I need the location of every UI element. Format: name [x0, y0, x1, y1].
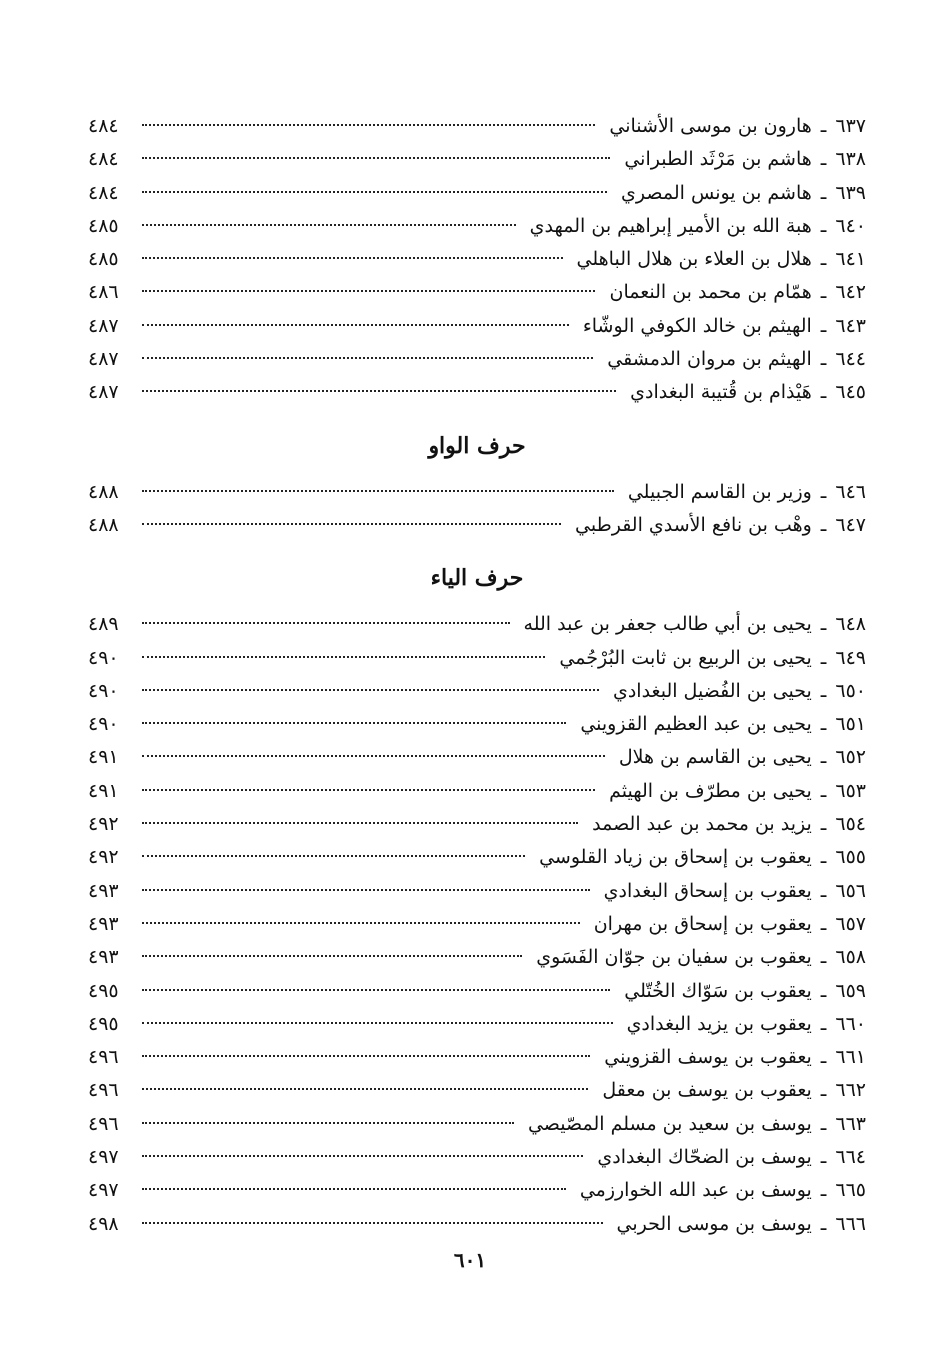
- entry-name: وزير بن القاسم الجبيلي: [627, 480, 812, 503]
- dot-leader: [142, 1155, 583, 1157]
- dot-leader: [142, 191, 607, 193]
- entry-dash: ـ: [820, 248, 827, 271]
- dot-leader: [142, 656, 545, 658]
- index-entry: [88, 875, 866, 908]
- entry-dash: ـ: [820, 879, 827, 902]
- entry-name: الهيثم بن خالد الكوفي الوشّاء: [582, 314, 812, 337]
- entry-dash: ـ: [820, 381, 827, 404]
- dot-leader: [142, 1088, 588, 1090]
- entry-dash: ـ: [820, 713, 827, 736]
- entry-dash: ـ: [820, 746, 827, 769]
- section-ya: [88, 554, 866, 1241]
- entry-page: ٤٩٧: [88, 1179, 119, 1202]
- entry-name: يعقوب بن يوسف القزويني: [604, 1046, 812, 1069]
- entry-number: ٦٥٠: [835, 679, 866, 702]
- entry-name: يعقوب بن يزيد البغدادي: [626, 1012, 812, 1035]
- entry-page: ٤٩٣: [88, 946, 119, 969]
- index-entry: [88, 941, 866, 974]
- dot-leader: [142, 1055, 590, 1057]
- entry-number: ٦٤١: [835, 248, 866, 271]
- entry-number: ٦٦١: [835, 1046, 866, 1069]
- index-entry: [88, 841, 866, 874]
- entry-number: ٦٤٩: [835, 646, 866, 669]
- entry-dash: ـ: [820, 613, 827, 636]
- index-entry: [88, 1074, 866, 1107]
- entry-page: ٤٩٦: [88, 1112, 119, 1135]
- entry-name: هارون بن موسى الأشناني: [609, 115, 812, 137]
- entry-dash: ـ: [820, 1112, 827, 1135]
- entry-name: يعقوب بن إسحاق بن مهران: [593, 912, 812, 935]
- entry-name: يعقوب بن سَوّاك الخُتّلي: [624, 979, 812, 1002]
- entry-page: ٤٩٦: [88, 1046, 119, 1069]
- entry-name: يوسف بن سعيد بن مسلم المصّيصي: [527, 1112, 812, 1135]
- entry-page: ٤٩٧: [88, 1146, 119, 1169]
- section-heading: حرف الياء: [430, 565, 524, 592]
- entry-dash: ـ: [820, 1212, 827, 1235]
- entry-dash: ـ: [820, 281, 827, 304]
- entry-number: ٦٦٢: [835, 1079, 866, 1102]
- entry-name: هلال بن العلاء بن هلال الباهلي: [576, 248, 812, 271]
- entry-name: يزيد بن محمد بن عبد الصمد: [592, 813, 812, 836]
- entry-page: ٤٨٨: [88, 480, 119, 503]
- entry-name: الهيثم بن مروان الدمشقي: [607, 348, 812, 371]
- entry-number: ٦٥٩: [835, 979, 866, 1002]
- dot-leader: [142, 755, 605, 757]
- entry-number: ٦٦٤: [835, 1146, 866, 1169]
- dot-leader: [142, 390, 616, 392]
- entry-dash: ـ: [820, 779, 827, 802]
- dot-leader: [142, 490, 614, 492]
- dot-leader: [142, 1122, 514, 1124]
- dot-leader: [142, 1222, 603, 1224]
- index-entry: [88, 675, 866, 708]
- entry-page: ٤٨٤: [88, 115, 119, 137]
- entry-page: ٤٩٠: [88, 713, 119, 736]
- entry-dash: ـ: [820, 314, 827, 337]
- entry-number: ٦٦٠: [835, 1012, 866, 1035]
- index-entry: [88, 808, 866, 841]
- dot-leader: [142, 689, 599, 691]
- index-entry: [88, 741, 866, 774]
- index-entry: [88, 310, 866, 343]
- entry-name: يحيى بن القاسم بن هلال: [618, 746, 812, 769]
- entry-page: ٤٨٧: [88, 348, 119, 371]
- entry-number: ٦٣٩: [835, 181, 866, 204]
- entry-name: يوسف بن الضحّاك البغدادي: [597, 1146, 812, 1169]
- entry-number: ٦٤٠: [835, 214, 866, 237]
- entry-name: وهْب بن نافع الأسدي القرطبي: [575, 513, 812, 536]
- entry-number: ٦٦٥: [835, 1179, 866, 1202]
- entry-dash: ـ: [820, 813, 827, 836]
- entry-name: يعقوب بن سفيان بن جوّان الفَسَوي: [536, 946, 812, 969]
- entry-dash: ـ: [820, 115, 827, 137]
- entry-name: هبة الله بن الأمير إبراهيم بن المهدي: [529, 214, 812, 237]
- dot-leader: [142, 989, 610, 991]
- entry-number: ٦٤٦: [835, 480, 866, 503]
- dot-leader: [142, 290, 595, 292]
- entry-name: يعقوب بن يوسف بن معقل: [602, 1079, 812, 1102]
- entry-dash: ـ: [820, 1079, 827, 1102]
- index-entry: [88, 376, 866, 409]
- index-entry: [88, 243, 866, 276]
- entry-page: ٤٩٣: [88, 912, 119, 935]
- entry-number: ٦٤٧: [835, 513, 866, 536]
- entry-page: ٤٩٦: [88, 1079, 119, 1102]
- entry-page: ٤٩٥: [88, 979, 119, 1002]
- entry-page: ٤٨٤: [88, 181, 119, 204]
- entry-number: ٦٥٥: [835, 846, 866, 869]
- entry-name: يحيى بن الربيع بن ثابت البُرْجُمي: [559, 646, 812, 669]
- entry-dash: ـ: [820, 513, 827, 536]
- entry-page: ٤٨٧: [88, 314, 119, 337]
- index-entry: [88, 775, 866, 808]
- entry-name: هَيْذام بن قُتيبة البغدادي: [630, 381, 812, 404]
- entry-page: ٤٩٠: [88, 679, 119, 702]
- index-entry: [88, 476, 866, 509]
- entry-name: يعقوب بن إسحاق بن زياد القلوسي: [539, 846, 812, 869]
- entry-number: ٦٤٨: [835, 613, 866, 636]
- entry-name: يحيى بن أبي طالب جعفر بن عبد الله: [523, 613, 812, 636]
- entry-page: ٤٨٥: [88, 214, 119, 237]
- entry-number: ٦٥٦: [835, 879, 866, 902]
- dot-leader: [142, 257, 563, 259]
- entry-number: ٦٦٣: [835, 1112, 866, 1135]
- entry-dash: ـ: [820, 679, 827, 702]
- entry-dash: ـ: [820, 1012, 827, 1035]
- entry-dash: ـ: [820, 148, 827, 171]
- section-waw: [88, 422, 866, 543]
- entry-dash: ـ: [820, 214, 827, 237]
- entry-number: ٦٦٦: [835, 1212, 866, 1235]
- index-entry: [88, 608, 866, 641]
- section-ha: [88, 110, 866, 410]
- dot-leader: [142, 789, 595, 791]
- entry-page: ٤٩٢: [88, 846, 119, 869]
- dot-leader: [142, 889, 590, 891]
- dot-leader: [142, 855, 525, 857]
- entry-name: يحيى بن مطرّف بن الهيثم: [609, 779, 812, 802]
- index-entry: [88, 1108, 866, 1141]
- entry-page: ٤٨٩: [88, 613, 119, 636]
- entry-number: ٦٥٧: [835, 912, 866, 935]
- entry-number: ٦٣٧: [835, 115, 866, 137]
- entry-number: ٦٤٥: [835, 381, 866, 404]
- entry-number: ٦٥٨: [835, 946, 866, 969]
- entry-name: هاشم بن يونس المصري: [621, 181, 812, 204]
- entry-number: ٦٥٢: [835, 746, 866, 769]
- index-entry: [88, 975, 866, 1008]
- dot-leader: [142, 124, 595, 126]
- entry-dash: ـ: [820, 1146, 827, 1169]
- dot-leader: [142, 523, 561, 525]
- entry-name: همّام بن محمد بن النعمان: [609, 281, 812, 304]
- index-entry: [88, 1208, 866, 1241]
- dot-leader: [142, 324, 569, 326]
- entry-dash: ـ: [820, 1046, 827, 1069]
- entry-number: ٦٥١: [835, 713, 866, 736]
- entry-dash: ـ: [820, 946, 827, 969]
- index-entry: [88, 642, 866, 675]
- entry-page: ٤٩١: [88, 779, 119, 802]
- index-entry: [88, 1141, 866, 1174]
- index-entry: [88, 276, 866, 309]
- entry-dash: ـ: [820, 646, 827, 669]
- entry-dash: ـ: [820, 912, 827, 935]
- dot-leader: [142, 955, 522, 957]
- index-entry: [88, 908, 866, 941]
- entry-page: ٤٨٥: [88, 248, 119, 271]
- index-entry: [88, 509, 866, 542]
- entry-dash: ـ: [820, 348, 827, 371]
- entry-name: هاشم بن مَرْثَد الطبراني: [624, 148, 812, 171]
- entry-page: ٤٩٥: [88, 1012, 119, 1035]
- entry-number: ٦٥٣: [835, 779, 866, 802]
- dot-leader: [142, 1022, 613, 1024]
- entry-name: يوسف بن عبد الله الخوارزمي: [579, 1179, 812, 1202]
- index-entry: [88, 708, 866, 741]
- index-entry: [88, 110, 866, 143]
- entry-dash: ـ: [820, 1179, 827, 1202]
- entry-number: ٦٣٨: [835, 148, 866, 171]
- entry-dash: ـ: [820, 480, 827, 503]
- index-entry: [88, 1008, 866, 1041]
- index-entry: [88, 210, 866, 243]
- entry-page: ٤٨٦: [88, 281, 119, 304]
- dot-leader: [142, 224, 516, 226]
- index-entry: [88, 1174, 866, 1207]
- entry-number: ٦٥٤: [835, 813, 866, 836]
- entry-page: ٤٩١: [88, 746, 119, 769]
- entry-dash: ـ: [820, 181, 827, 204]
- dot-leader: [142, 1188, 566, 1190]
- index-entry: [88, 1041, 866, 1074]
- entry-name: يوسف بن موسى الحربي: [616, 1212, 812, 1235]
- entry-number: ٦٤٤: [835, 348, 866, 371]
- index-entry: [88, 177, 866, 210]
- entry-page: ٤٩٣: [88, 879, 119, 902]
- dot-leader: [142, 157, 610, 159]
- dot-leader: [142, 357, 593, 359]
- entry-number: ٦٤٢: [835, 281, 866, 304]
- entry-page: ٤٩٨: [88, 1212, 119, 1235]
- index-page: [88, 110, 866, 1241]
- entry-page: ٤٨٤: [88, 148, 119, 171]
- dot-leader: [142, 922, 580, 924]
- page-number: ٦٠١: [453, 1248, 487, 1272]
- dot-leader: [142, 622, 510, 624]
- entry-dash: ـ: [820, 979, 827, 1002]
- dot-leader: [142, 822, 578, 824]
- entry-page: ٤٩٠: [88, 646, 119, 669]
- entry-name: يحيى بن الفُضيل البغدادي: [612, 679, 812, 702]
- index-entry: [88, 143, 866, 176]
- entry-name: يحيى بن عبد العظيم القزويني: [580, 713, 812, 736]
- entry-dash: ـ: [820, 846, 827, 869]
- entry-number: ٦٤٣: [835, 314, 866, 337]
- entry-page: ٤٨٧: [88, 381, 119, 404]
- entry-page: ٤٩٢: [88, 813, 119, 836]
- entry-page: ٤٨٨: [88, 513, 119, 536]
- entry-name: يعقوب بن إسحاق البغدادي: [603, 879, 812, 902]
- index-entry: [88, 343, 866, 376]
- dot-leader: [142, 722, 566, 724]
- section-heading: حرف الواو: [428, 432, 526, 459]
